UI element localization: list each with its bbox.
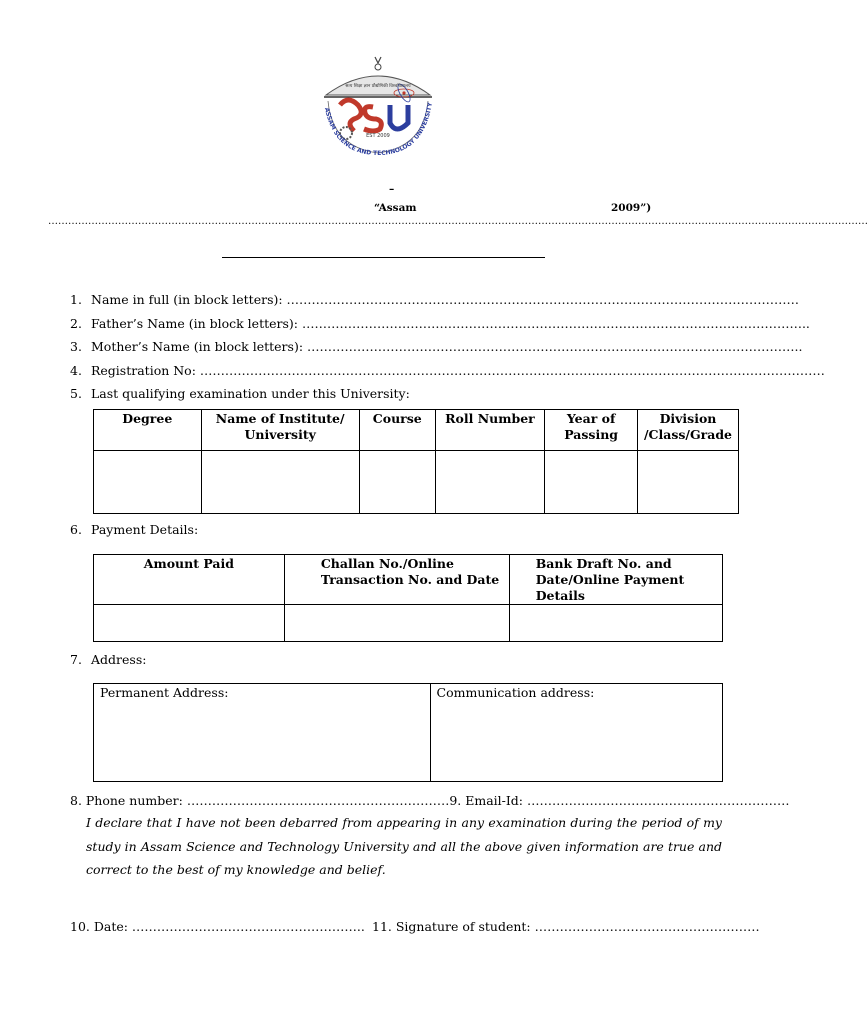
header-dash: – [389, 183, 395, 195]
cell-degree[interactable] [94, 451, 202, 514]
section-last-exam [70, 385, 720, 403]
field-registration-no[interactable] [70, 362, 825, 380]
table-row [94, 451, 739, 514]
table-row [94, 684, 723, 782]
section-label: Payment Details: [91, 522, 199, 537]
section-address [70, 651, 720, 669]
exam-table [93, 409, 739, 514]
section-label: Last qualifying examination under this University: [91, 386, 410, 401]
act-text-left: “Assam [374, 202, 417, 214]
cell-institute[interactable] [201, 451, 359, 514]
section-label: Address: [91, 652, 147, 667]
cell-year-of-passing[interactable] [545, 451, 638, 514]
cell-challan-no[interactable] [284, 605, 509, 642]
field-mothers-name[interactable] [70, 338, 803, 356]
address-table [93, 683, 723, 782]
field-number: 2. [70, 316, 82, 331]
field-date[interactable]: 10. Date: ……………………………………………….. [70, 919, 365, 934]
col-year-of-passing: Year of Passing [545, 410, 638, 451]
communication-address-cell[interactable]: Communication address: [430, 684, 722, 782]
col-division: Division /Class/Grade [637, 410, 738, 451]
cell-course[interactable] [359, 451, 435, 514]
field-label: Mother’s Name (in block letters): ……………………………………………………………………………………………………….. [91, 339, 803, 354]
table-header-row [94, 410, 739, 451]
table-header-row [94, 555, 723, 605]
field-label: Name in full (in block letters): …………………………………………………………………………………………………………… [91, 292, 800, 307]
table-row [94, 605, 723, 642]
field-name-in-full[interactable] [70, 291, 800, 309]
field-fathers-name[interactable] [70, 315, 810, 333]
cell-amount-paid[interactable] [94, 605, 285, 642]
field-number: 3. [70, 339, 82, 354]
field-number: 5. [70, 386, 82, 401]
cell-roll-number[interactable] [435, 451, 545, 514]
field-number: 4. [70, 363, 82, 378]
field-number: 1. [70, 292, 82, 307]
logo-est-text: EST 2009 [366, 133, 390, 139]
col-institute: Name of Institute/ University [201, 410, 359, 451]
dotted-separator: ………………………………………………………………………………………………………………………………………………………………………………………………………………………… [48, 216, 868, 227]
section-payment-details [70, 521, 720, 539]
field-number: 6. [70, 522, 82, 537]
col-amount-paid: Amount Paid [94, 555, 285, 605]
field-label: Father’s Name (in block letters): ………………………………………………………………………………………………………….. [91, 316, 810, 331]
payment-table [93, 554, 723, 642]
field-signature[interactable]: 11. Signature of student: ……………………………………………… [372, 919, 760, 934]
col-bank-draft-no: Bank Draft No. and Date/Online Payment Details [509, 555, 722, 605]
act-text-right: 2009”) [611, 202, 652, 214]
university-logo [318, 55, 438, 157]
field-number: 7. [70, 652, 82, 667]
field-label: Registration No: …………………………………………………………………………………………………………………………………… [91, 363, 825, 378]
permanent-address-cell[interactable]: Permanent Address: [94, 684, 431, 782]
field-phone-email[interactable]: 8. Phone number: ………………………………………………………9. Email-Id: ……………………………………………………… [70, 793, 790, 808]
col-roll-number: Roll Number [435, 410, 545, 451]
logo-top-text: सत्य शिक्षा ज्ञान प्रौद्योगिकी विश्वविद्यालय [345, 84, 411, 89]
col-challan-no: Challan No./Online Transaction No. and Date [284, 555, 509, 605]
col-degree: Degree [94, 410, 202, 451]
col-course: Course [359, 410, 435, 451]
title-underline [222, 257, 545, 258]
cell-division[interactable] [637, 451, 738, 514]
logo-ring-text: ASSAM SCIENCE AND TECHNOLOGY UNIVERSITY [322, 102, 435, 157]
cell-bank-draft-no[interactable] [509, 605, 722, 642]
declaration-text: I declare that I have not been debarred from appearing in any examination during the period of my study in Assam Science and Technology University and all the above given information are true and correct to the best of my knowledge and belief. [86, 815, 722, 877]
